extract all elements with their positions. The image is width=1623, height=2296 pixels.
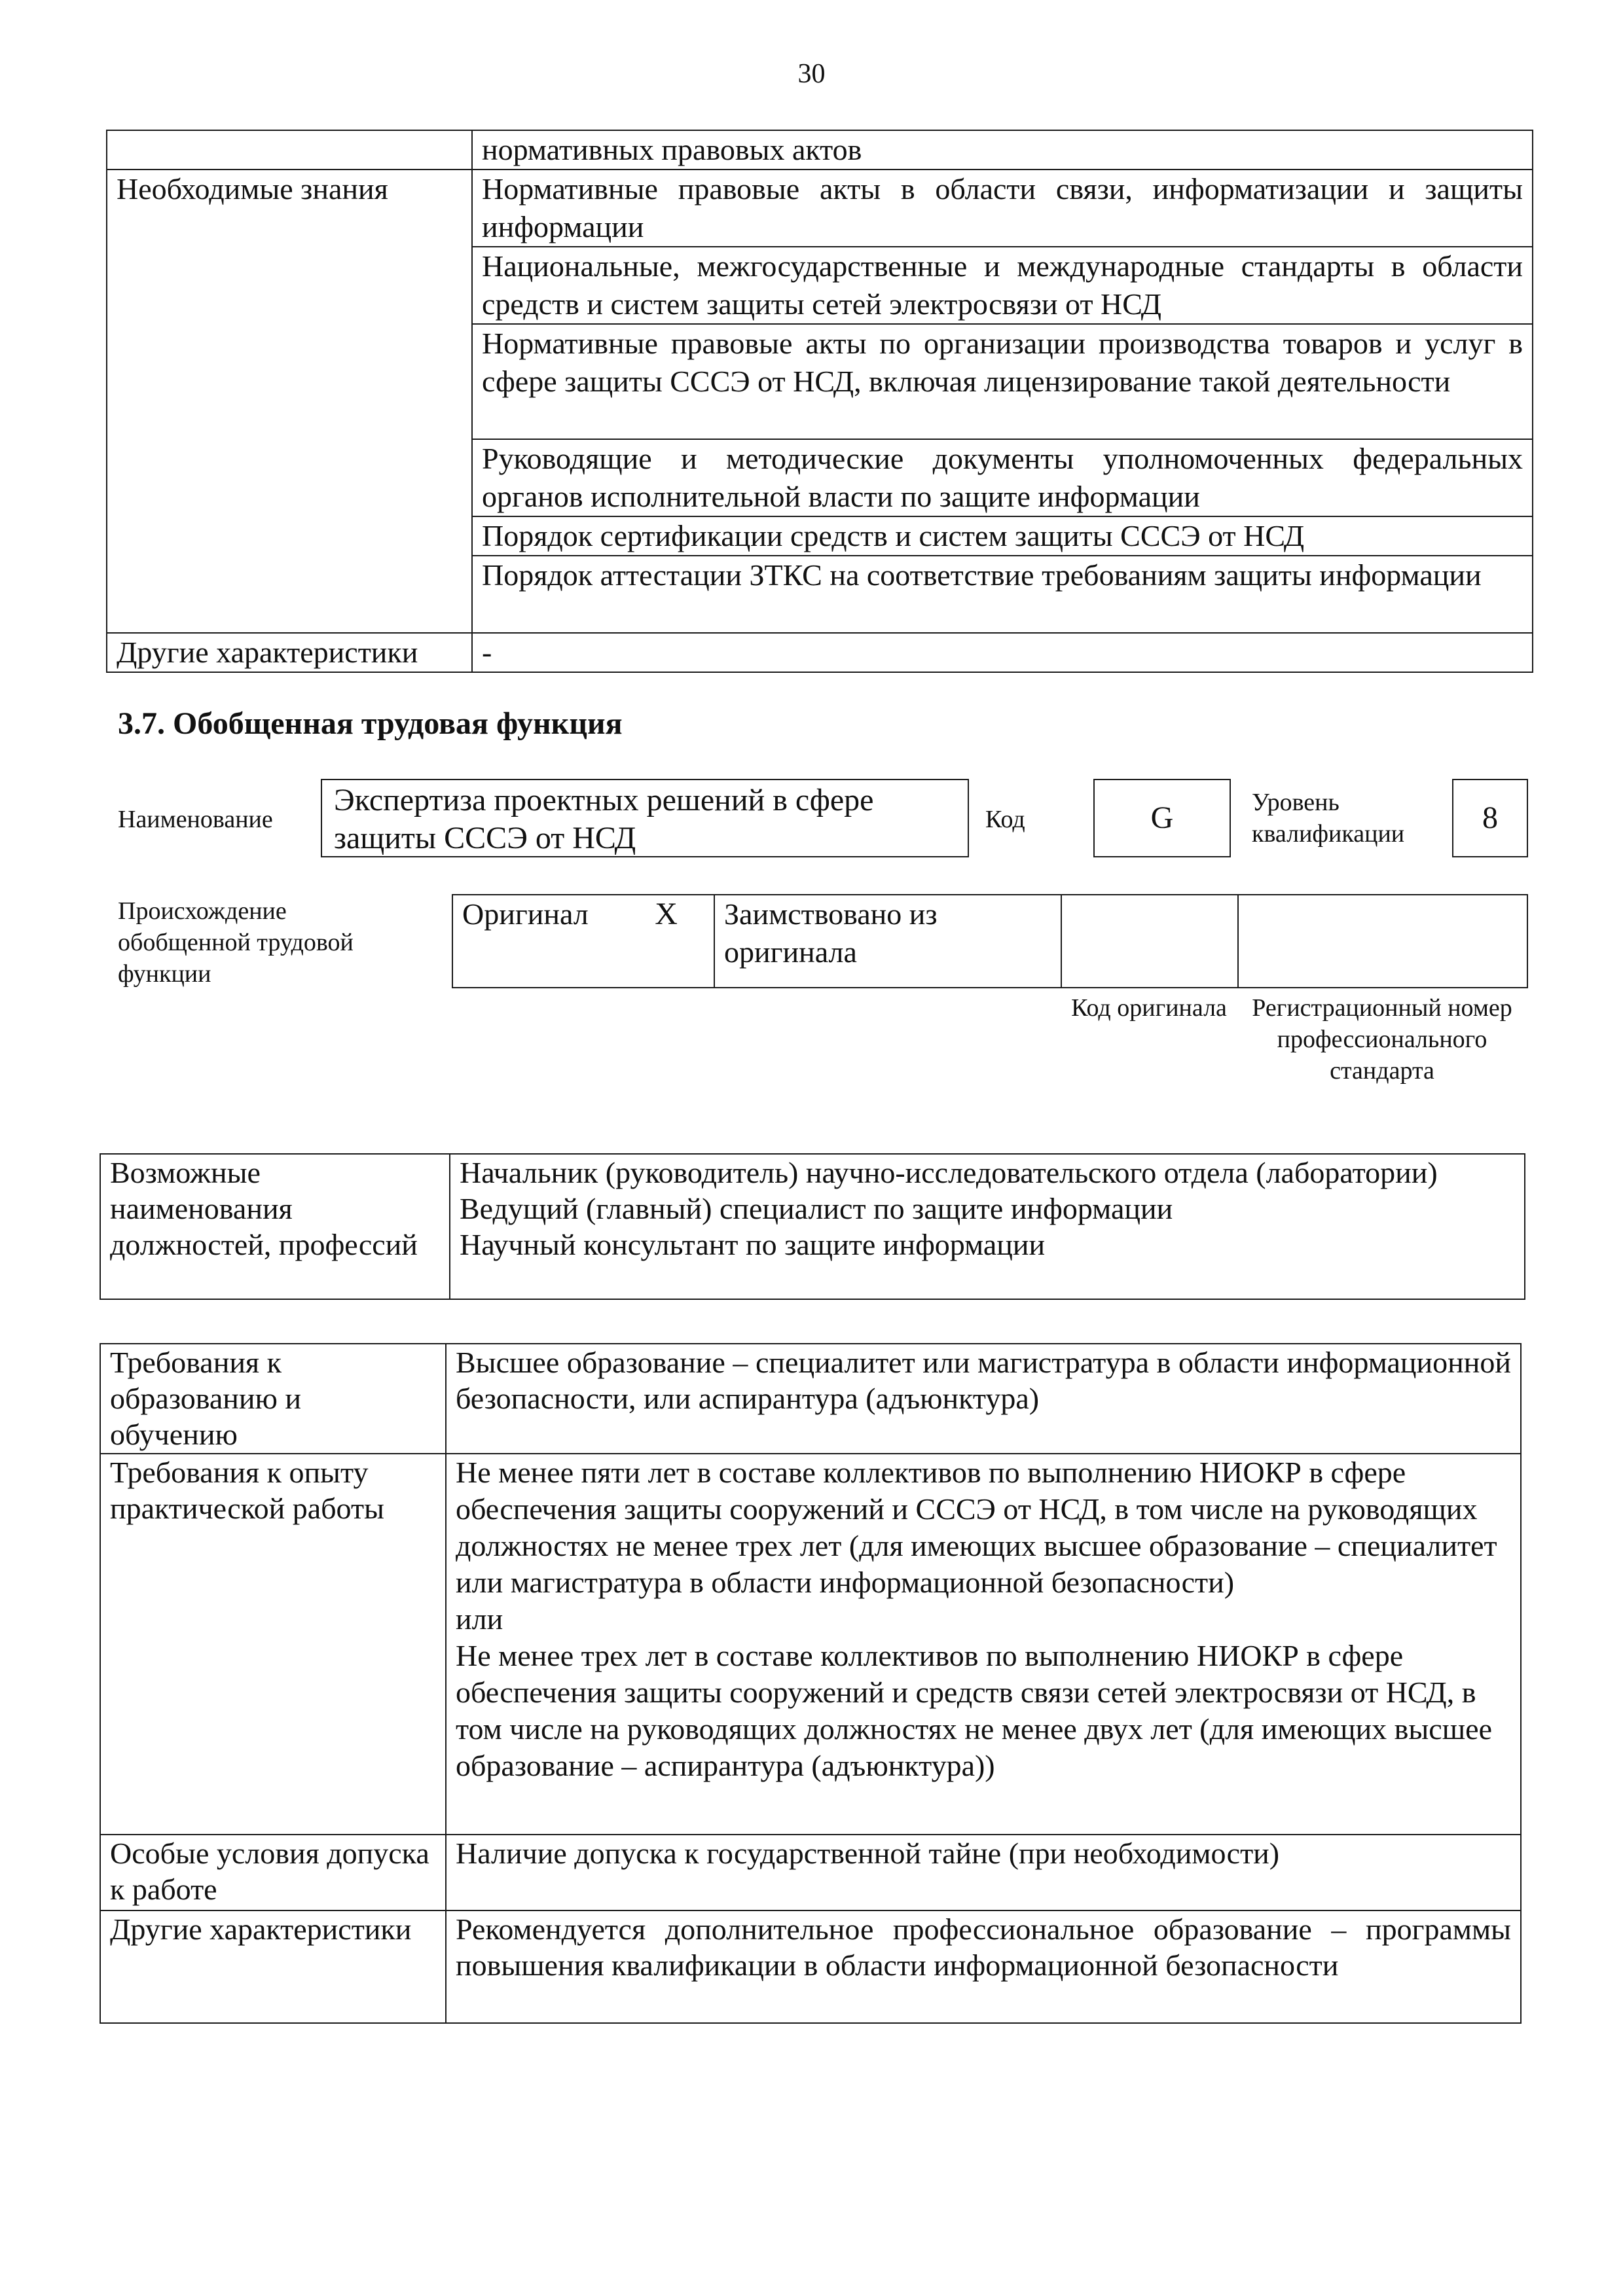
borrowed-label: Заимствовано из оригинала xyxy=(714,895,1061,988)
level-label: Уровень квалификации xyxy=(1252,789,1405,848)
table-row xyxy=(100,1154,1525,1299)
other-char-value: Рекомендуется дополнительное профессиональное образование – программы повышения квалификации в области информационной безопасности xyxy=(446,1910,1521,2023)
positions-table xyxy=(100,1153,1525,1300)
code-original-cell xyxy=(1061,895,1238,988)
original-mark: X xyxy=(655,897,678,931)
table-row xyxy=(100,1344,1521,1454)
section-heading: 3.7. Обобщенная трудовая функция xyxy=(118,706,623,741)
access-label: Особые условия допуска к работе xyxy=(100,1835,446,1910)
experience-option: Не менее пяти лет в составе коллективов по выполнению НИОКР в сфере обеспечения защиты сооружений и СССЭ от НСД, в том числе на руководящих должностях не менее трех лет (для имеющих высшее образование – специалитет или магистратура в области информационной безопасности) xyxy=(456,1456,1497,1599)
knowledge-item: Нормативные правовые акты в области связи, информатизации и защиты информации xyxy=(472,170,1533,247)
other-value: - xyxy=(472,633,1533,672)
reg-number-caption: Регистрационный номер профессионального стандарта xyxy=(1252,994,1512,1085)
name-value: Экспертиза проектных решений в сфере защиты СССЭ от НСД xyxy=(334,783,874,855)
knowledge-table xyxy=(106,130,1533,673)
name-box xyxy=(321,779,969,857)
experience-cell xyxy=(446,1454,1521,1835)
other-label: Другие характеристики xyxy=(107,633,472,672)
other-char-label: Другие характеристики xyxy=(100,1910,446,2023)
origin-table xyxy=(452,894,1528,988)
code-original-caption: Код оригинала xyxy=(1071,994,1227,1022)
positions-cell xyxy=(450,1154,1525,1299)
experience-label: Требования к опыту практической работы xyxy=(100,1454,446,1835)
knowledge-item: Нормативные правовые акты по организации производства товаров и услуг в сфере защиты СССЭ от НСД, включая лицензирование такой деятельности xyxy=(472,324,1533,439)
reg-number-cell xyxy=(1238,895,1527,988)
experience-option: Не менее трех лет в составе коллективов по выполнению НИОКР в сфере обеспечения защиты сооружений и средств связи сетей электросвязи от НСД, в том числе на руководящих должностях не менее двух лет (для имеющих высшее образование – аспирантура (адъюнктура)) xyxy=(456,1639,1492,1782)
table-row xyxy=(100,1454,1521,1835)
knowledge-item: Национальные, межгосударственные и международные стандарты в области средств и систем защиты сетей электросвязи от НСД xyxy=(472,247,1533,324)
education-value: Высшее образование – специалитет или магистратура в области информационной безопасности, или аспирантура (адъюнктура) xyxy=(446,1344,1521,1454)
origin-label: Происхождение обобщенной трудовой функции xyxy=(118,897,354,988)
education-label: Требования к образованию и обучению xyxy=(100,1344,446,1454)
table-row xyxy=(100,1910,1521,2023)
table-row xyxy=(100,1835,1521,1910)
empty-cell xyxy=(107,130,472,170)
table-row xyxy=(452,895,1527,988)
page-number: 30 xyxy=(797,59,826,89)
continuation-text: нормативных правовых актов xyxy=(472,130,1533,170)
knowledge-label: Необходимые знания xyxy=(107,170,472,633)
position-item: Начальник (руководитель) научно-исследовательского отдела (лаборатории) xyxy=(460,1156,1438,1189)
position-item: Ведущий (главный) специалист по защите информации xyxy=(460,1192,1173,1225)
experience-or: или xyxy=(456,1602,503,1636)
code-box xyxy=(1093,779,1231,857)
positions-label: Возможные наименования должностей, профессий xyxy=(100,1154,450,1299)
table-row xyxy=(107,170,1533,247)
access-value: Наличие допуска к государственной тайне (при необходимости) xyxy=(446,1835,1521,1910)
requirements-table xyxy=(100,1343,1522,2024)
position-item: Научный консультант по защите информации xyxy=(460,1228,1046,1261)
original-label: Оригинал xyxy=(462,897,589,931)
table-row xyxy=(107,633,1533,672)
original-cell xyxy=(452,895,714,988)
code-value: G xyxy=(1150,800,1174,835)
level-value: 8 xyxy=(1482,800,1498,835)
name-label: Наименование xyxy=(118,806,273,833)
table-row xyxy=(107,130,1533,170)
code-label: Код xyxy=(985,806,1025,833)
level-box xyxy=(1452,779,1528,857)
knowledge-item: Порядок сертификации средств и систем защиты СССЭ от НСД xyxy=(472,516,1533,556)
knowledge-item: Порядок аттестации ЗТКС на соответствие требованиям защиты информации xyxy=(472,556,1533,633)
knowledge-item: Руководящие и методические документы уполномоченных федеральных органов исполнительной власти по защите информации xyxy=(472,439,1533,516)
